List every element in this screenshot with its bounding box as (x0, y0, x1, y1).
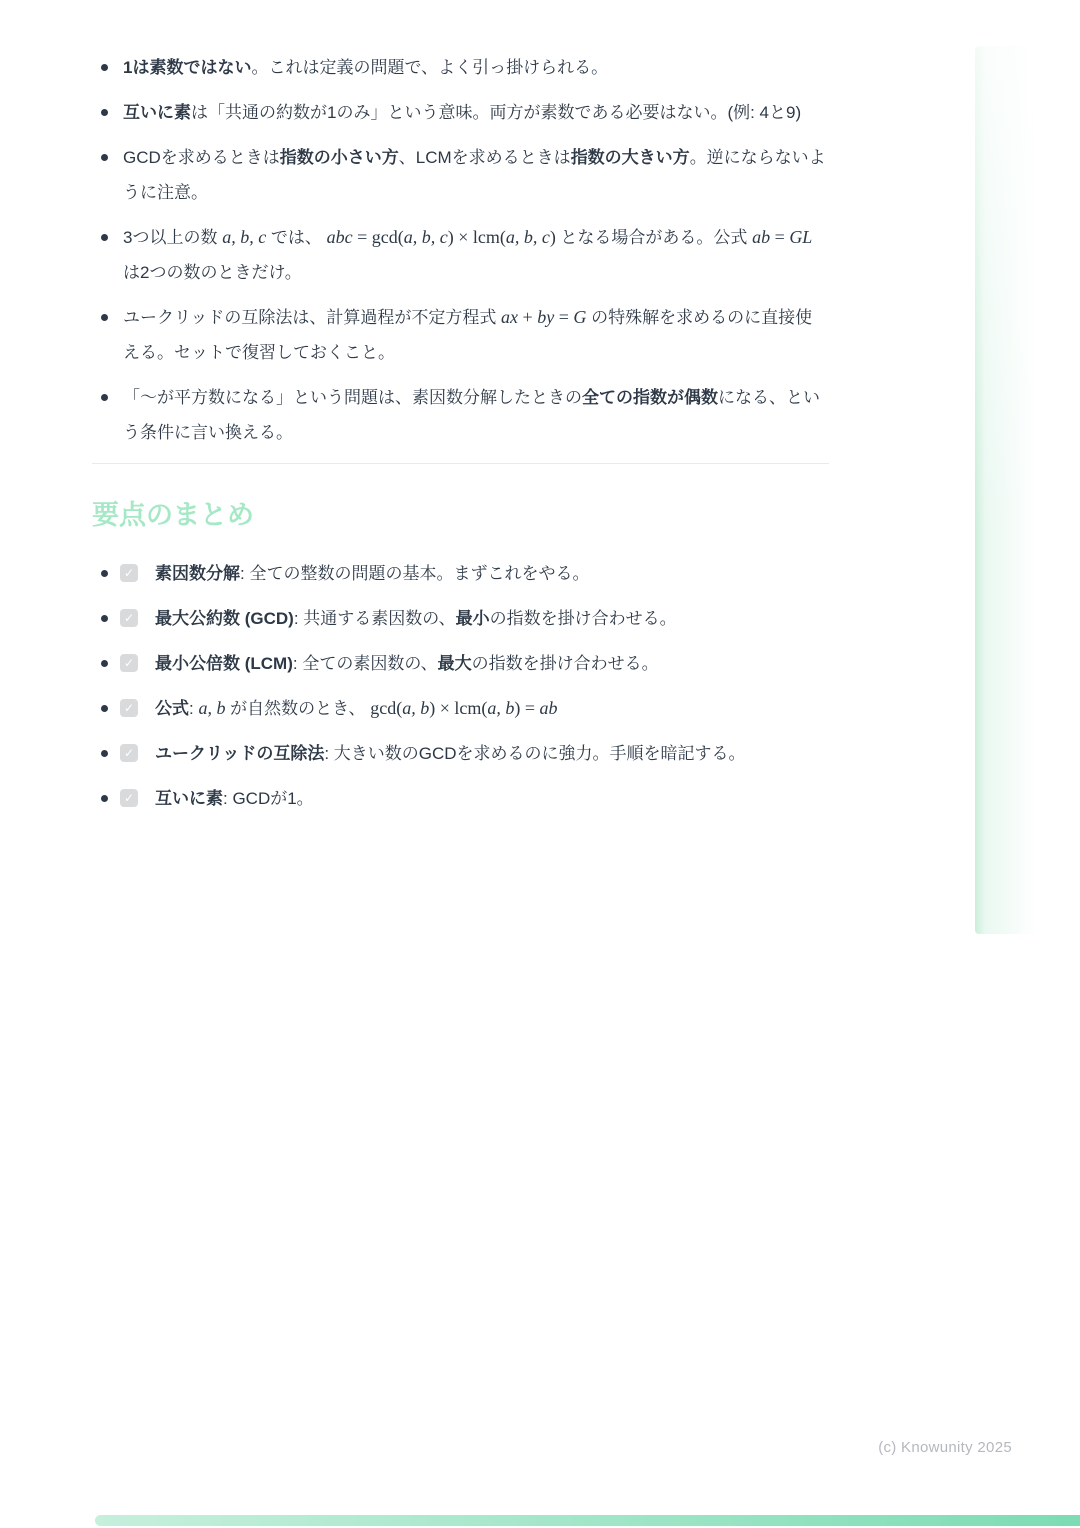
checkbox-checked-icon: ✓ (120, 744, 138, 762)
text-segment: ) = (514, 698, 540, 718)
text-segment: = (770, 227, 790, 247)
summary-list (92, 556, 829, 816)
text-segment: 、LCMを求めるときは (398, 148, 571, 167)
text-segment: 公式 (155, 699, 189, 718)
text-segment: が自然数のとき、 (225, 699, 371, 718)
item-text (123, 228, 812, 282)
section-divider (92, 463, 829, 464)
text-segment: の特殊解を求めるのに直接使える。セットで復習しておくこと。 (123, 308, 813, 362)
item-text (123, 58, 608, 77)
item-text (123, 148, 826, 202)
text-segment: gcd( (370, 698, 403, 718)
summary-item (92, 691, 829, 726)
bullet-icon (101, 314, 108, 321)
text-segment: となる場合がある。公式 (560, 228, 753, 247)
text-segment: : 全ての整数の問題の基本。まずこれをやる。 (240, 564, 590, 583)
note-item (92, 140, 829, 210)
text-segment: ユークリッドの互除法は、計算過程が不定方程式 (123, 308, 502, 327)
bullet-icon (101, 660, 108, 667)
text-segment: : 大きい数のGCDを求めるのに強力。手順を暗記する。 (324, 744, 746, 763)
text-segment: = gcd( (352, 227, 404, 247)
summary-item (92, 646, 829, 681)
note-item (92, 300, 829, 370)
text-segment: 「〜が平方数になる」という問題は、素因数分解したときの (123, 388, 582, 407)
note-item (92, 220, 829, 290)
summary-heading: 要点のまとめ (92, 500, 254, 530)
text-segment: では、 (266, 228, 327, 247)
item-text (123, 103, 801, 122)
text-segment: : (189, 699, 199, 718)
text-segment: 指数の小さい方 (279, 148, 399, 167)
text-segment: a, b (402, 698, 430, 718)
text-segment: 最小公倍数 (LCM) (155, 654, 293, 673)
text-segment: : 全ての素因数の、 (292, 654, 438, 673)
text-segment: 。逆にならないように注意。 (123, 148, 826, 202)
summary-item (92, 601, 829, 636)
text-segment: ab (539, 698, 558, 718)
note-item (92, 50, 829, 85)
text-segment: 指数の大きい方 (570, 148, 690, 167)
item-text (155, 789, 314, 808)
document-page (92, 50, 829, 826)
text-segment: 最小 (455, 609, 490, 628)
text-segment: 互いに素 (155, 789, 223, 808)
text-segment: 。これは定義の問題で、よく引っ掛けられる。 (251, 58, 609, 77)
bullet-icon (101, 394, 108, 401)
item-text (155, 609, 677, 628)
text-segment: a, b (198, 698, 226, 718)
text-segment: : 共通する素因数の、 (293, 609, 456, 628)
text-segment: a, b, c (505, 227, 550, 247)
item-text (123, 388, 820, 442)
text-segment: ab (752, 227, 771, 247)
notes-list (92, 50, 829, 450)
text-segment: GL (789, 227, 813, 247)
text-segment: の指数を掛け合わせる。 (471, 654, 659, 673)
item-text (123, 308, 812, 362)
text-segment: ) × lcm( (447, 227, 506, 247)
text-segment: ax (501, 307, 519, 327)
checkbox-checked-icon: ✓ (120, 789, 138, 807)
text-segment: 全ての指数が偶数 (582, 388, 718, 407)
text-segment: = (554, 307, 574, 327)
checkbox-checked-icon: ✓ (120, 564, 138, 582)
item-text (155, 744, 746, 763)
summary-item (92, 781, 829, 816)
checkbox-checked-icon: ✓ (120, 654, 138, 672)
text-segment: + (518, 307, 538, 327)
text-segment: : GCDが1。 (223, 789, 314, 808)
text-segment: a, b, c (403, 227, 448, 247)
text-segment: は2つの数のときだけ。 (123, 263, 302, 282)
checkbox-checked-icon: ✓ (120, 609, 138, 627)
text-segment: 互いに素 (123, 103, 191, 122)
note-item (92, 95, 829, 130)
bullet-icon (101, 234, 108, 241)
text-segment: a, b, c (222, 227, 267, 247)
text-segment: ) × lcm( (429, 698, 488, 718)
text-segment: G (573, 307, 587, 327)
text-segment: by (537, 307, 555, 327)
text-segment: abc (326, 227, 353, 247)
text-segment: 最大公約数 (GCD) (155, 609, 294, 628)
checkbox-checked-icon: ✓ (120, 699, 138, 717)
bullet-icon (101, 154, 108, 161)
item-text (155, 654, 659, 673)
text-segment: 最大 (437, 654, 472, 673)
bottom-accent-bar (95, 1515, 1080, 1526)
text-segment: a, b (487, 698, 515, 718)
text-segment: 素因数分解 (155, 564, 240, 583)
right-accent-bar (975, 46, 1037, 934)
text-segment: になる、という条件に言い換える。 (123, 388, 820, 442)
bullet-icon (101, 64, 108, 71)
text-segment: の指数を掛け合わせる。 (489, 609, 677, 628)
bullet-icon (101, 705, 108, 712)
summary-item (92, 556, 829, 591)
text-segment: は「共通の約数が1のみ」という意味。両方が素数である必要はない。(例: 4と9) (191, 103, 802, 122)
summary-item (92, 736, 829, 771)
text-segment: ユークリッドの互除法 (155, 744, 325, 763)
text-segment: 3つ以上の数 (123, 228, 223, 247)
bullet-icon (101, 615, 108, 622)
item-text (155, 699, 558, 718)
bullet-icon (101, 109, 108, 116)
text-segment: ) (549, 227, 561, 247)
copyright-footer: (c) Knowunity 2025 (878, 1439, 1012, 1456)
text-segment: GCDを求めるときは (123, 148, 280, 167)
text-segment: 1は素数ではない (123, 58, 252, 77)
bullet-icon (101, 750, 108, 757)
bullet-icon (101, 795, 108, 802)
item-text (155, 564, 589, 583)
bullet-icon (101, 570, 108, 577)
note-item (92, 380, 829, 450)
